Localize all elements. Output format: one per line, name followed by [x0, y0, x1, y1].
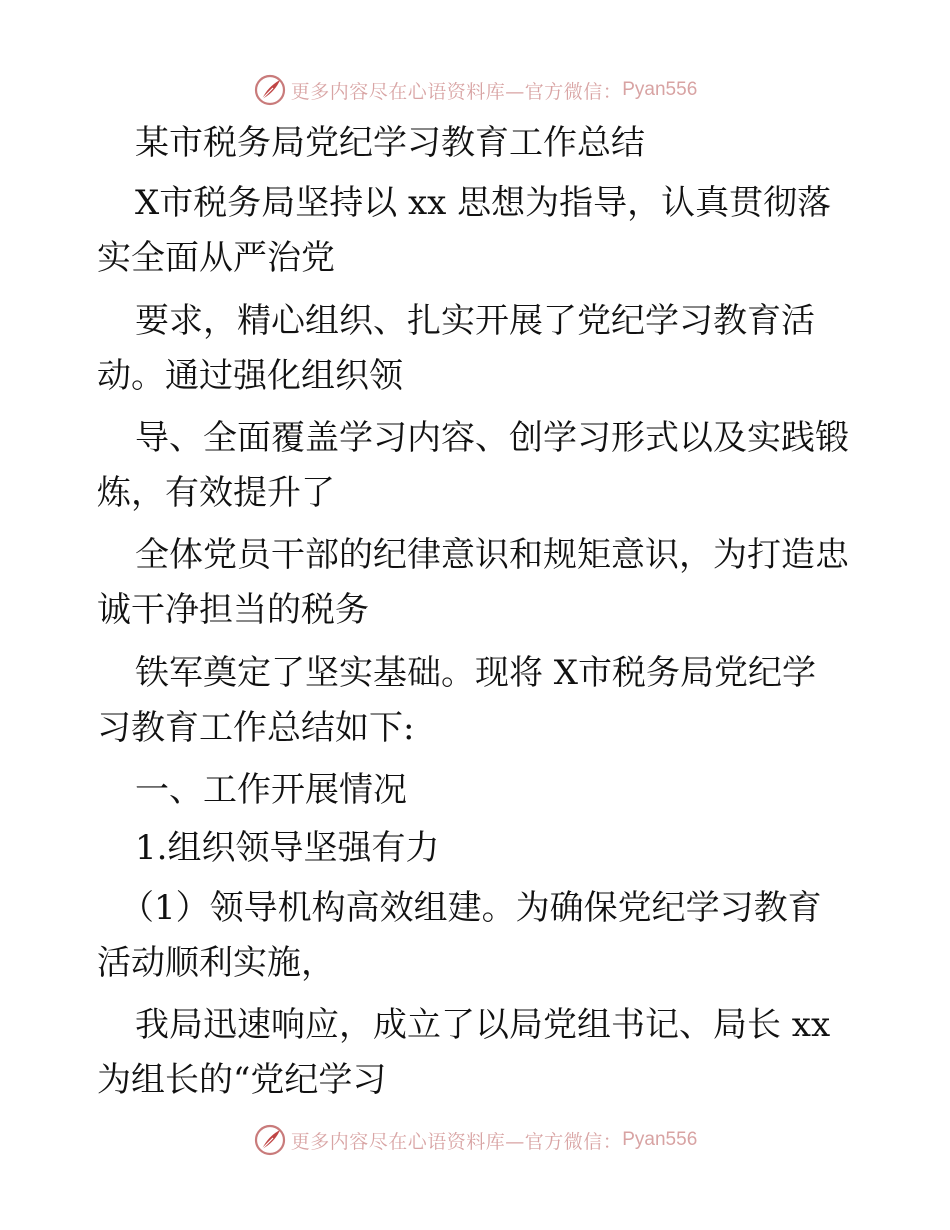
- paragraph-line: 铁军奠定了坚实基础。现将 X市税务局党纪学: [135, 653, 817, 693]
- paragraph-line: （1）领导机构高效组建。为确保党纪学习教育: [120, 888, 822, 928]
- paragraph-line: 要求，精心组织、扎实开展了党纪学习教育活: [135, 301, 815, 341]
- section-heading: 一、工作开展情况: [135, 770, 407, 810]
- paragraph-line: 全体党员干部的纪律意识和规矩意识，为打造忠: [135, 535, 849, 575]
- watermark-text: 更多内容尽在心语资料库—官方微信：: [290, 80, 623, 103]
- paragraph-line: 活动顺利实施，: [97, 943, 335, 983]
- paragraph-line: 为组长的“党纪学习: [97, 1060, 387, 1100]
- watermark-footer: [0, 1120, 950, 1160]
- watermark-contact: Pyan556: [622, 79, 698, 100]
- paragraph-line: 我局迅速响应，成立了以局党组书记、局长 xx: [135, 1005, 831, 1045]
- subsection-heading: 1.组织领导坚强有力: [135, 828, 440, 868]
- paragraph-line: 习教育工作总结如下:: [97, 708, 415, 748]
- paragraph-line: X市税务局坚持以 xx 思想为指导，认真贯彻落: [135, 183, 832, 223]
- watermark-header: [0, 70, 950, 110]
- paragraph-line: 导、全面覆盖学习内容、创学习形式以及实践锻: [135, 418, 849, 458]
- paragraph-line: 炼，有效提升了: [97, 473, 335, 513]
- document-title: 某市税务局党纪学习教育工作总结: [135, 123, 645, 163]
- paragraph-line: 实全面从严治党: [97, 238, 335, 278]
- paragraph-line: 动。通过强化组织领: [97, 356, 403, 396]
- watermark-text: 更多内容尽在心语资料库—官方微信：: [290, 1130, 623, 1153]
- watermark-contact: Pyan556: [622, 1129, 698, 1150]
- feather-pen-icon: [253, 1123, 287, 1157]
- paragraph-line: 诚干净担当的税务: [97, 590, 369, 630]
- feather-pen-icon: [253, 73, 287, 107]
